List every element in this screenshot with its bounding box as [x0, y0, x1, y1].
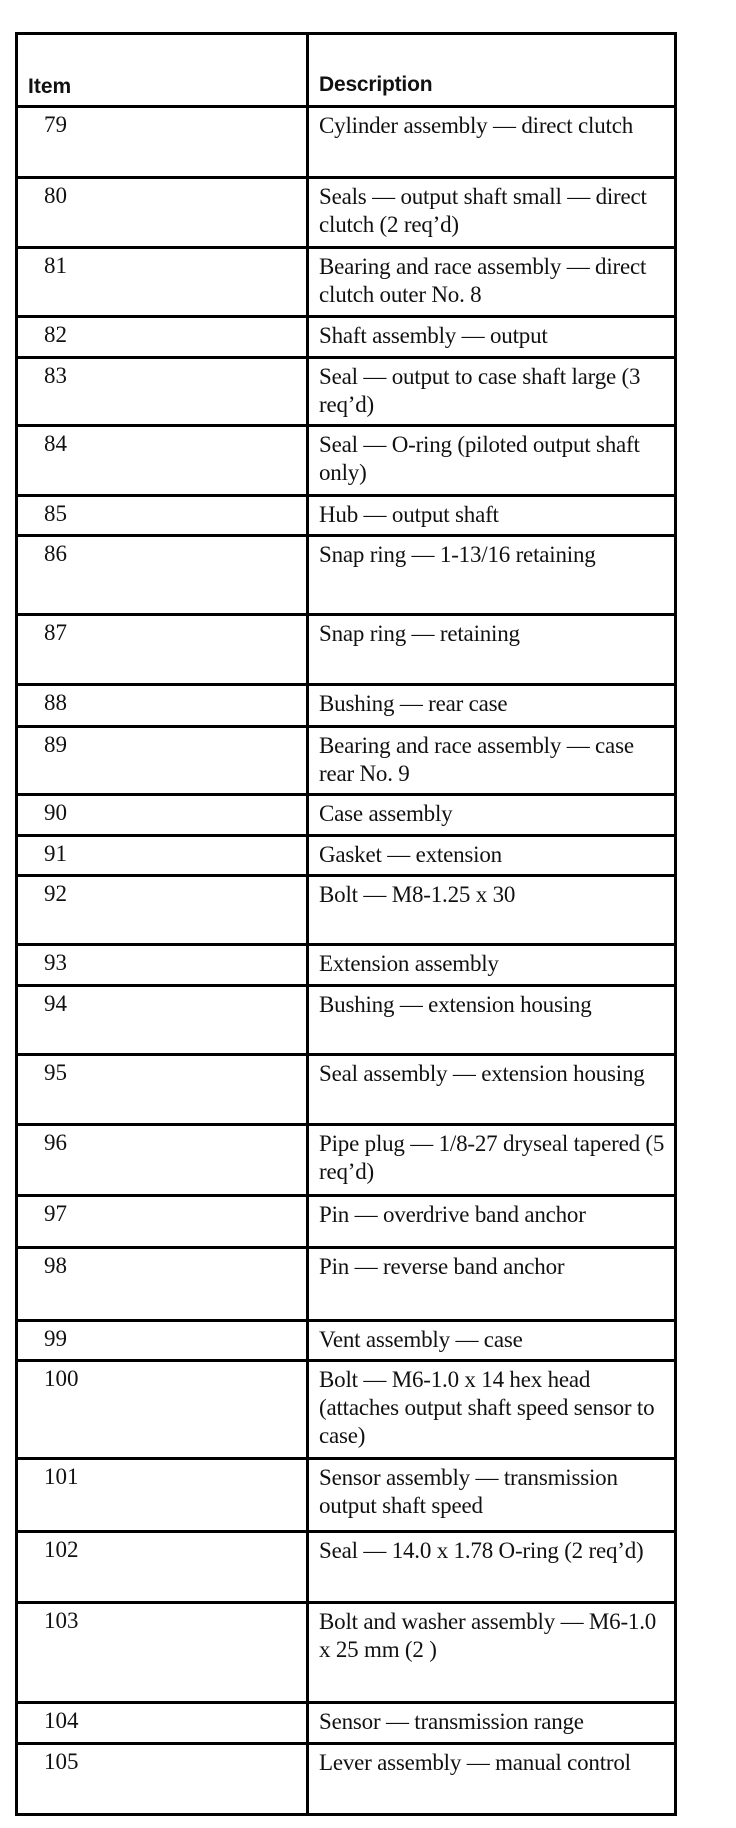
item-description: Lever assembly — manual control [319, 1750, 631, 1775]
item-number: 99 [18, 1322, 309, 1359]
item-description: Bolt — M6-1.0 x 14 hex head (attaches output shaft speed sensor to case) [319, 1367, 655, 1448]
item-number: 104 [18, 1704, 309, 1742]
item-description: Seal — O-ring (piloted output shaft only) [319, 432, 640, 485]
item-number: 94 [18, 987, 309, 1053]
item-number: 84 [18, 427, 309, 494]
item-description: Shaft assembly — output [319, 323, 548, 348]
table-row [18, 1701, 674, 1742]
item-description: Bushing — extension housing [319, 992, 592, 1017]
table-row [18, 1246, 674, 1319]
table-row [18, 984, 674, 1053]
item-number: 105 [18, 1745, 309, 1813]
table-row [18, 1319, 674, 1359]
table-row [18, 246, 674, 315]
item-description: Seal — 14.0 x 1.78 O-ring (2 req’d) [319, 1538, 644, 1563]
item-number: 97 [18, 1197, 309, 1246]
item-description: Snap ring — retaining [319, 621, 520, 646]
item-description: Hub — output shaft [319, 502, 499, 527]
item-description: Extension assembly [319, 951, 499, 976]
item-description: Seal — output to case shaft large (3 req’d) [319, 364, 641, 417]
item-description: Pin — overdrive band anchor [319, 1202, 586, 1227]
item-description: Bolt and washer assembly — M6-1.0 x 25 mm (2 ) [319, 1609, 657, 1662]
item-description: Pin — reverse band anchor [319, 1254, 565, 1279]
item-number: 89 [18, 728, 309, 793]
item-description: Snap ring — 1-13/16 retaining [319, 542, 596, 567]
item-description: Bolt — M8-1.25 x 30 [319, 882, 516, 907]
item-number: 82 [18, 318, 309, 356]
item-description: Sensor — transmission range [319, 1709, 584, 1734]
item-number: 98 [18, 1249, 309, 1319]
item-number: 91 [18, 837, 309, 874]
item-number: 95 [18, 1056, 309, 1123]
item-number: 80 [18, 179, 309, 246]
table-row [18, 1530, 674, 1601]
item-number: 92 [18, 877, 309, 943]
item-description: Seals — output shaft small — direct clutch (2 req’d) [319, 184, 647, 237]
table-row [18, 834, 674, 874]
item-description: Vent assembly — case [319, 1327, 523, 1352]
table-row [18, 1359, 674, 1457]
item-description: Pipe plug — 1/8-27 dryseal tapered (5 req’d) [319, 1131, 665, 1184]
item-number: 86 [18, 537, 309, 613]
item-description: Case assembly [319, 801, 453, 826]
item-number: 85 [18, 497, 309, 534]
item-number: 100 [18, 1362, 309, 1457]
item-number: 81 [18, 249, 309, 315]
table-row [18, 793, 674, 834]
item-description: Bushing — rear case [319, 691, 508, 716]
item-description: Gasket — extension [319, 842, 502, 867]
item-number: 103 [18, 1604, 309, 1701]
item-description: Cylinder assembly — direct clutch [319, 113, 634, 138]
item-number: 79 [18, 108, 309, 176]
table-header-row [18, 35, 674, 105]
table-row [18, 1123, 674, 1194]
table-row [18, 613, 674, 683]
item-number: 96 [18, 1126, 309, 1194]
table-row [18, 1742, 674, 1813]
table-row [18, 1457, 674, 1530]
table-row [18, 356, 674, 424]
item-description: Bearing and race assembly — case rear No. 9 [319, 733, 634, 786]
item-number: 102 [18, 1533, 309, 1601]
item-number: 101 [18, 1460, 309, 1530]
item-description: Bearing and race assembly — direct clutch outer No. 8 [319, 254, 647, 307]
table-row [18, 943, 674, 984]
item-number: 83 [18, 359, 309, 424]
item-number: 90 [18, 796, 309, 834]
item-description: Sensor assembly — transmission output shaft speed [319, 1465, 618, 1518]
table-row [18, 1194, 674, 1246]
table-row [18, 105, 674, 176]
table-row [18, 176, 674, 246]
item-number: 93 [18, 946, 309, 984]
item-number: 88 [18, 686, 309, 725]
item-number: 87 [18, 616, 309, 683]
table-row [18, 424, 674, 494]
table-row [18, 725, 674, 793]
table-row [18, 874, 674, 943]
header-description: Description [319, 73, 433, 96]
item-description: Seal assembly — extension housing [319, 1061, 645, 1086]
table-row [18, 315, 674, 356]
table-row [18, 1053, 674, 1123]
parts-table [15, 32, 677, 1816]
table-row [18, 494, 674, 534]
header-item: Item [18, 35, 309, 105]
table-row [18, 1601, 674, 1701]
table-row [18, 534, 674, 613]
table-row [18, 683, 674, 725]
